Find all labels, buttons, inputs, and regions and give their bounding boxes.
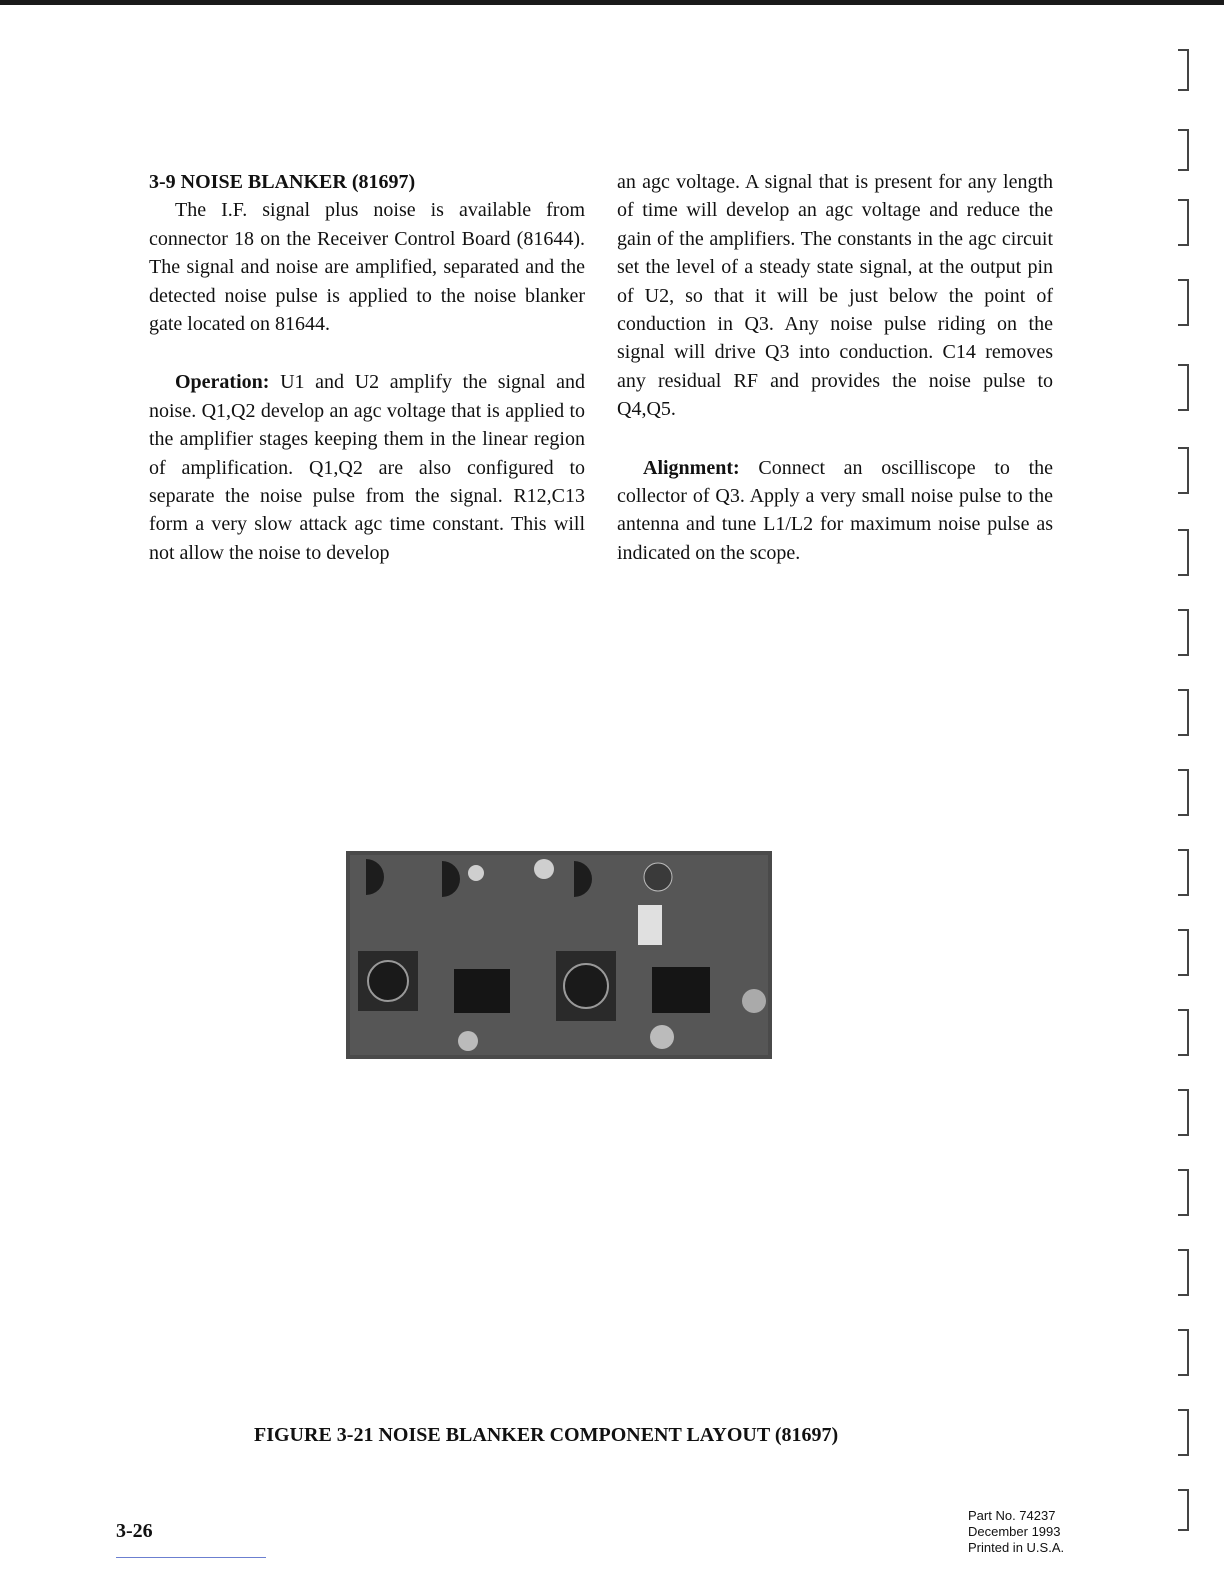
- right-column: [617, 168, 1053, 597]
- part-number: Part No. 74237: [968, 1508, 1056, 1523]
- operation-label: Operation:: [175, 371, 270, 394]
- operation-paragraph: [149, 368, 585, 567]
- circuit-board-photo: [346, 851, 772, 1059]
- alignment-paragraph: [617, 454, 1053, 568]
- section-heading: 3-9 NOISE BLANKER (81697): [149, 171, 416, 193]
- page-number: 3-26: [116, 1520, 153, 1542]
- left-column: [149, 168, 585, 597]
- binder-tab-marks: [1160, 30, 1200, 1550]
- footer-link-underline: [116, 1557, 266, 1558]
- operation-text: U1 and U2 amplify the signal and noise. Q1,Q2 develop an agc voltage that is applied to the amplifier stages keeping them in the linear region of amplification. Q1,Q2 are also configured to separate the noise pulse from the signal. R12,C13 form a very slow attack agc time constant. This will not allow the noise to develop: [149, 371, 586, 564]
- alignment-label: Alignment:: [643, 456, 740, 479]
- publication-date: December 1993: [968, 1524, 1061, 1539]
- publication-info: [968, 1508, 1064, 1558]
- agc-paragraph: an agc voltage. A signal that is present for any length of time will develop an agc voltage and reduce the gain of the amplifiers. The constants in the agc circuit set the level of a steady state signal, at the output pin of U2, so that it will be just below the point of conduction in Q3. Any noise pulse riding on the signal will drive Q3 into conduction. C14 removes any residual RF and provides the noise pulse to Q4,Q5.: [617, 171, 1053, 421]
- intro-paragraph: The I.F. signal plus noise is available from connector 18 on the Receiver Control Board (81644). The signal and noise are amplified, separated and the detected noise pulse is applied to the noise blanker gate located on 81644.: [149, 199, 585, 336]
- printed-in: Printed in U.S.A.: [968, 1540, 1065, 1555]
- top-rule: [0, 0, 1224, 5]
- alignment-text: Connect an oscilliscope to the collector of Q3. Apply a very small noise pulse to the antenna and tune L1/L2 for maximum noise pulse as indicated on the scope.: [617, 456, 1054, 564]
- figure-caption: FIGURE 3-21 NOISE BLANKER COMPONENT LAYOUT (81697): [254, 1424, 839, 1446]
